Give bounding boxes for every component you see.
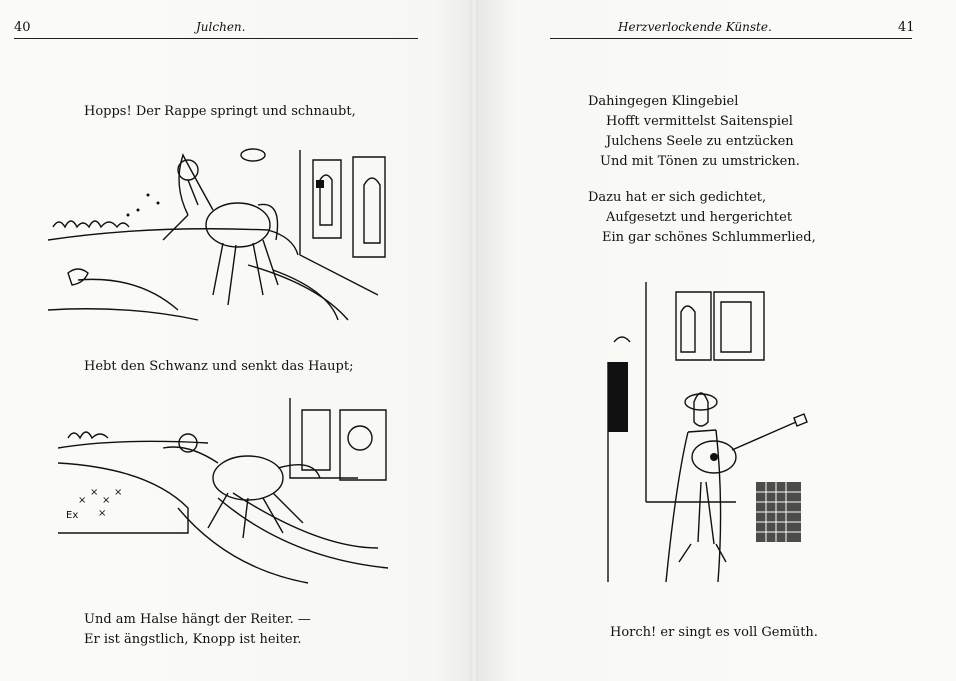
caption-3-line-2: Er ist ängstlich, Knopp ist heiter. [84, 632, 302, 647]
verse-1-line-4: Und mit Tönen zu umstricken. [600, 154, 800, 169]
verse-2-line-1: Dazu hat er sich gedichtet, [588, 190, 767, 205]
running-head-left: Julchen. [196, 20, 246, 34]
svg-text:×: × [78, 495, 87, 506]
running-head-right: Herzverlockende Künste. [618, 20, 772, 34]
verse-1-line-1: Dahingegen Klingebiel [588, 94, 739, 109]
caption-bottom: Horch! er singt es voll Gemüth. [610, 625, 818, 640]
page-number-right: 41 [898, 20, 915, 35]
verse-2-line-2: Aufgesetzt und hergerichtet [606, 210, 793, 225]
caption-2: Hebt den Schwanz und senkt das Haupt; [84, 359, 354, 374]
verse-stanza-2 [588, 188, 816, 248]
svg-text:Ex: Ex [66, 510, 79, 521]
illustration-horse-bolting [58, 398, 390, 588]
page-number-left: 40 [14, 20, 31, 35]
verse-1-line-3: Julchens Seele zu entzücken [606, 134, 794, 149]
verse-2-line-3: Ein gar schönes Schlummerlied, [602, 230, 816, 245]
verse-1-line-2: Hofft vermittelst Saitenspiel [606, 114, 793, 129]
illustration-horse-bucking [48, 145, 390, 325]
svg-text:×: × [90, 487, 99, 498]
svg-text:×: × [102, 495, 111, 506]
caption-1: Hopps! Der Rappe springt und schnaubt, [84, 104, 356, 119]
caption-3-line-1: Und am Halse hängt der Reiter. — [84, 612, 311, 627]
illustration-lute-player [606, 282, 820, 588]
svg-text:×: × [114, 487, 123, 498]
book-gutter [470, 0, 478, 681]
caption-3 [84, 610, 311, 650]
right-page [478, 0, 956, 681]
svg-text:×: × [98, 508, 107, 519]
header-rule-left [14, 38, 418, 39]
verse-stanza-1 [588, 92, 800, 172]
header-rule-right [550, 38, 912, 39]
left-page [0, 0, 470, 681]
